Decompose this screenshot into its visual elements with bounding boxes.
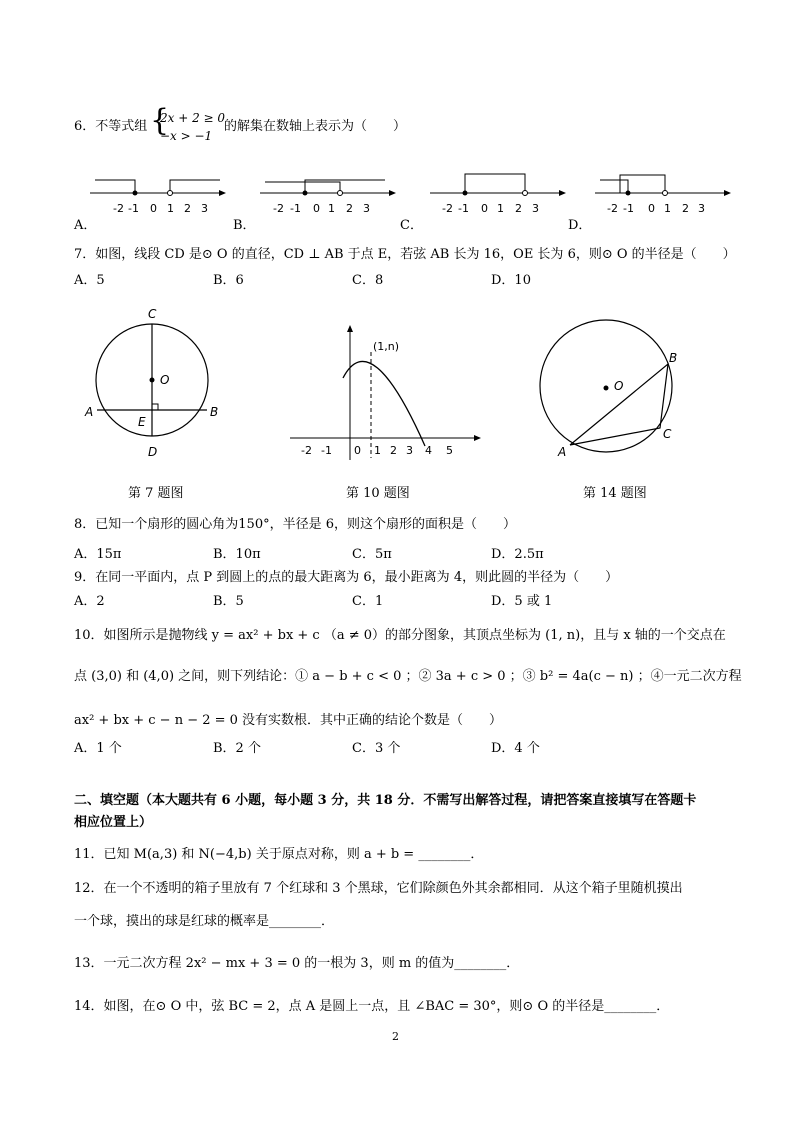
section-2-heading-line2: 相应位置上）: [74, 815, 153, 830]
q7-option-a: A．5: [74, 273, 105, 288]
svg-text:2: 2: [515, 202, 522, 215]
svg-text:1: 1: [328, 202, 335, 215]
svg-text:1: 1: [167, 202, 174, 215]
label-e: E: [138, 415, 146, 429]
number-line-a: [90, 180, 225, 215]
svg-text:1: 1: [497, 202, 504, 215]
q13-text: 13．一元二次方程 2x² − mx + 3 = 0 的一根为 3，则 m 的值为________．: [74, 956, 520, 971]
label-c: C: [148, 307, 157, 321]
svg-text:-1: -1: [128, 202, 139, 215]
q10-option-c: C．3 个: [352, 741, 401, 756]
svg-text:-2: -2: [113, 202, 124, 215]
svg-text:0: 0: [481, 202, 488, 215]
q6-prefix: 6．不等式组: [74, 119, 148, 134]
figure-7-caption: 第 7 题图: [128, 486, 184, 501]
svg-text:3: 3: [698, 202, 705, 215]
q10-line2: 点 (3,0) 和 (4,0) 之间，则下列结论：① a − b + c < 0 ；② 3a + c > 0 ；③ b² = 4a(c − n) ；④一元二次方程: [74, 669, 742, 684]
label-o: O: [160, 373, 170, 387]
q11-text: 11．已知 M(a,3) 和 N(−4,b) 关于原点对称，则 a + b = ________．: [74, 847, 484, 862]
q9-option-d: D．5 或 1: [491, 594, 553, 609]
svg-text:2: 2: [682, 202, 689, 215]
svg-text:C: C: [663, 427, 672, 441]
q6-option-d: D．: [568, 218, 592, 233]
q8-text: 8．已知一个扇形的圆心角为150°，半径是 6，则这个扇形的面积是（ ）: [74, 517, 516, 532]
q12-line1: 12．在一个不透明的箱子里放有 7 个红球和 3 个黑球，它们除颜色外其余都相同．从这个箱子里随机摸出: [74, 881, 683, 896]
svg-text:2: 2: [390, 444, 397, 457]
number-line-b: [260, 180, 395, 215]
q10-option-a: A．1 个: [74, 741, 122, 756]
svg-text:2: 2: [346, 202, 353, 215]
q10-option-d: D．4 个: [491, 741, 540, 756]
q7-option-d: D．10: [491, 273, 531, 288]
figure-10: [285, 318, 485, 468]
figure-14-caption: 第 14 题图: [583, 486, 647, 501]
svg-text:1: 1: [374, 444, 381, 457]
svg-text:0: 0: [150, 202, 157, 215]
svg-text:-1: -1: [458, 202, 469, 215]
number-line-d: [595, 175, 730, 215]
q10-option-b: B．2 个: [213, 741, 261, 756]
section-2-heading-line1: 二、填空题（本大题共有 6 小题，每小题 3 分，共 18 分．不需写出解答过程，请把答案直接填写在答题卡: [74, 793, 697, 808]
svg-text:-2: -2: [301, 444, 312, 457]
q6-system-line1: 2x + 2 ≥ 0: [160, 111, 226, 125]
svg-text:A: A: [558, 445, 567, 459]
svg-text:1: 1: [664, 202, 671, 215]
svg-text:-2: -2: [442, 202, 453, 215]
q6-suffix: 的解集在数轴上表示为（ ）: [224, 119, 407, 134]
svg-text:B: B: [669, 351, 678, 365]
q8-option-d: D．2.5π: [491, 547, 544, 562]
number-line-c: [430, 174, 565, 215]
q6-system-line2: −x > −1: [160, 129, 213, 143]
svg-text:3: 3: [201, 202, 208, 215]
q9-option-c: C．1: [352, 594, 384, 609]
svg-text:5: 5: [446, 444, 453, 457]
q12-line2: 一个球，摸出的球是红球的概率是________．: [74, 914, 335, 929]
q7-text: 7．如图，线段 CD 是⊙ O 的直径，CD ⊥ AB 于点 E，若弦 AB 长为 16，OE 长为 6，则⊙ O 的半径是（ ）: [74, 247, 736, 262]
system-brace: {: [150, 103, 170, 138]
q10-line1: 10．如图所示是抛物线 y = ax² + bx + c （a ≠ 0）的部分图象，其顶点坐标为 (1, n)，且与 x 轴的一个交点在: [74, 628, 726, 643]
q6-option-a: A．: [74, 218, 97, 233]
svg-text:-2: -2: [273, 202, 284, 215]
figure-10-caption: 第 10 题图: [346, 486, 410, 501]
figure-14: [530, 310, 690, 465]
label-b: B: [210, 405, 219, 419]
q7-option-b: B．6: [213, 273, 244, 288]
svg-text:-1: -1: [290, 202, 301, 215]
svg-text:-1: -1: [623, 202, 634, 215]
svg-text:4: 4: [425, 444, 432, 457]
q9-text: 9．在同一平面内，点 P 到圆上的点的最大距离为 6，最小距离为 4，则此圆的半径为（ ）: [74, 570, 619, 585]
svg-text:2: 2: [184, 202, 191, 215]
q6-option-c: C．: [400, 218, 423, 233]
svg-text:O: O: [614, 379, 624, 393]
q9-option-b: B．5: [213, 594, 244, 609]
label-d: D: [148, 445, 158, 459]
q8-option-a: A．15π: [74, 547, 122, 562]
q7-option-c: C．8: [352, 273, 384, 288]
figure-7: [80, 300, 230, 465]
svg-text:-1: -1: [321, 444, 332, 457]
q14-text: 14．如图，在⊙ O 中，弦 BC = 2，点 A 是圆上一点，且 ∠BAC = 30°，则⊙ O 的半径是________．: [74, 999, 670, 1014]
label-a: A: [85, 405, 94, 419]
svg-text:3: 3: [532, 202, 539, 215]
q8-option-b: B．10π: [213, 547, 261, 562]
svg-text:-2: -2: [607, 202, 618, 215]
page-number: 2: [392, 1030, 399, 1043]
svg-text:0: 0: [313, 202, 320, 215]
q9-option-a: A．2: [74, 594, 105, 609]
q10-line3: ax² + bx + c − n − 2 = 0 没有实数根．其中正确的结论个数是（ ）: [74, 713, 503, 728]
q6-option-b: B．: [233, 218, 256, 233]
svg-text:3: 3: [363, 202, 370, 215]
svg-text:3: 3: [406, 444, 413, 457]
vertex-label: (1,n): [373, 340, 400, 353]
q8-option-c: C．5π: [352, 547, 392, 562]
svg-text:0: 0: [648, 202, 655, 215]
svg-text:0: 0: [354, 444, 361, 457]
